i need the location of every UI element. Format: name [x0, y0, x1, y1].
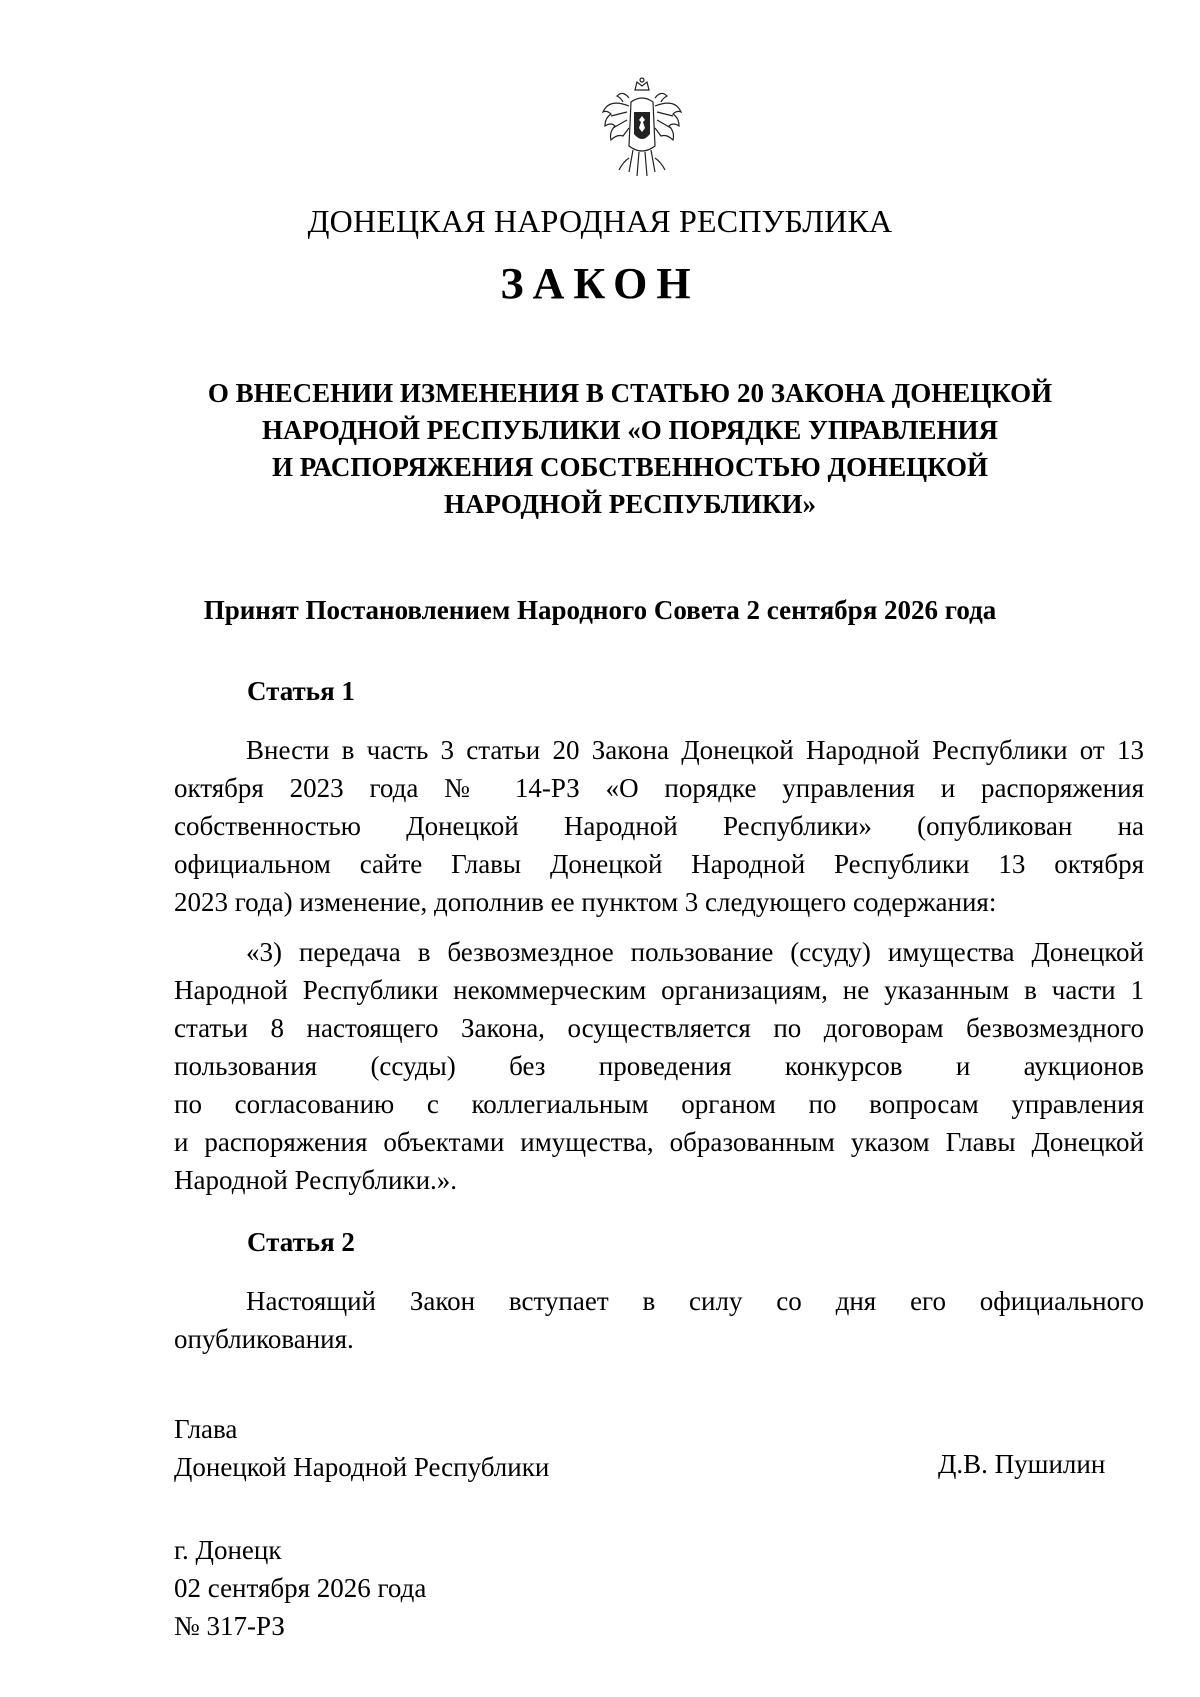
- article-1-paragraph-1: [174, 731, 1144, 921]
- text-line: Народной Республики некоммерческим организациям, не указанным в части 1: [174, 975, 1144, 1005]
- article-2-paragraph: [174, 1282, 1144, 1358]
- law-title-line: О ВНЕСЕНИИ ИЗМЕНЕНИЯ В СТАТЬЮ 20 ЗАКОНА ДОНЕЦКОЙ: [207, 378, 1053, 408]
- text-line: Внести в часть 3 статьи 20 Закона Донецкой Народной Республики от 13: [246, 735, 1144, 765]
- law-title: [170, 375, 1090, 523]
- text-line: собственностью Донецкой Народной Республики» (опубликован на: [174, 811, 1144, 841]
- text-line: пользования (ссуды) без проведения конкурсов и аукционов: [174, 1051, 1144, 1081]
- law-title-line: НАРОДНОЙ РЕСПУБЛИКИ «О ПОРЯДКЕ УПРАВЛЕНИЯ: [261, 415, 999, 445]
- text-line: статьи 8 настоящего Закона, осуществляется по договорам безвозмездного: [174, 1013, 1144, 1043]
- signer-position-line-2: Донецкой Народной Республики: [174, 1452, 550, 1482]
- adoption-note: Принят Постановлением Народного Совета 2 сентября 2026 года: [203, 595, 997, 625]
- country-name: ДОНЕЦКАЯ НАРОДНАЯ РЕСПУБЛИКА: [307, 203, 893, 239]
- signing-date: 02 сентября 2026 года: [174, 1573, 427, 1603]
- text-line: октября 2023 года № 14-РЗ «О порядке управления и распоряжения: [174, 773, 1144, 803]
- signer-name: Д.В. Пушилин: [938, 1449, 1106, 1479]
- text-line: Народной Республики.».: [174, 1165, 458, 1195]
- law-number: № 317-РЗ: [174, 1611, 285, 1641]
- article-1-paragraph-2: [174, 933, 1144, 1199]
- document-type: ЗАКОН: [500, 259, 700, 308]
- article-1-heading: Статья 1: [247, 676, 355, 706]
- text-line: по согласованию с коллегиальным органом по вопросам управления: [174, 1089, 1144, 1119]
- text-line: официальном сайте Главы Донецкой Народной Республики 13 октября: [174, 849, 1144, 879]
- law-title-line: НАРОДНОЙ РЕСПУБЛИКИ»: [443, 489, 816, 519]
- dpr-coat-of-arms-icon: [599, 76, 685, 180]
- text-line: и распоряжения объектами имущества, образованным указом Главы Донецкой: [174, 1127, 1144, 1157]
- text-line: опубликования.: [174, 1324, 354, 1354]
- text-line: «3) передача в безвозмездное пользование (ссуду) имущества Донецкой: [246, 937, 1144, 967]
- signer-position-line-1: Глава: [174, 1414, 238, 1444]
- text-line: 2023 года) изменение, дополнив ее пунктом 3 следующего содержания:: [174, 887, 997, 917]
- text-line: Настоящий Закон вступает в силу со дня его официального: [246, 1286, 1144, 1316]
- article-2-heading: Статья 2: [247, 1227, 355, 1257]
- signing-city: г. Донецк: [174, 1535, 282, 1565]
- law-title-line: И РАСПОРЯЖЕНИЯ СОБСТВЕННОСТЬЮ ДОНЕЦКОЙ: [271, 452, 989, 482]
